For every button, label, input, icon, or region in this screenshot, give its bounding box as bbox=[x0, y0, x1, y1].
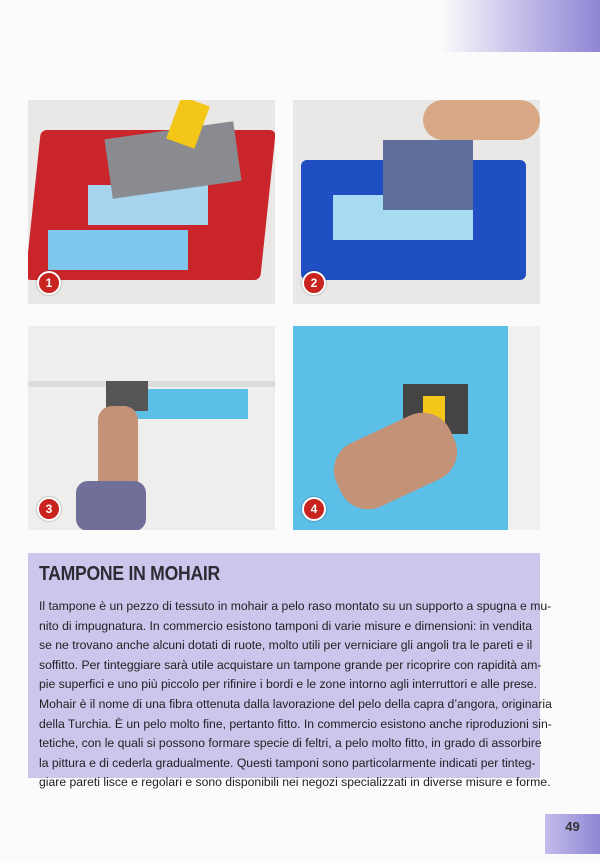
body-line: della Turchia. È un pelo molto fine, pertanto fitto. In commercio esistono anche riproduzioni sin- bbox=[39, 716, 552, 731]
page-number: 49 bbox=[545, 814, 600, 854]
body-line: pie superfici e uno più piccolo per rifinire i bordi e le zone intorno agli interruttori e alle prese. bbox=[39, 677, 537, 692]
body-line: soffitto. Per tinteggiare sarà utile acquistare un tampone grande per ricoprire con rapidità am- bbox=[39, 657, 542, 672]
paint bbox=[48, 230, 188, 270]
body-line: se ne trovano anche alcuni dotati di ruote, molto utili per verniciare gli angoli tra le pareti e il bbox=[39, 638, 533, 653]
info-box bbox=[28, 553, 552, 790]
body-line: Il tampone è un pezzo di tessuto in mohair a pelo raso montato su un supporto a spugna e mu- bbox=[39, 599, 552, 613]
body-line: Mohair è il nome di una fibra ottenuta dalla lavorazione del pelo della capra d’angora, originaria bbox=[39, 696, 552, 711]
box-body bbox=[39, 597, 552, 793]
hand bbox=[423, 100, 540, 140]
photo-step-3 bbox=[28, 326, 275, 530]
pad-painter bbox=[383, 140, 473, 210]
step-badge: 2 bbox=[302, 271, 326, 295]
step-badge: 1 bbox=[37, 271, 61, 295]
photo-step-2 bbox=[293, 100, 540, 304]
body-line: tetiche, con le quali si possono formare specie di feltri, a pelo molto fitto, in grado di assorbire bbox=[39, 736, 542, 751]
body-line: giare pareti lisce e regolari e sono disponibili nei negozi specializzati in diverse misure e forme. bbox=[39, 775, 551, 790]
box-title: TAMPONE IN MOHAIR bbox=[39, 563, 220, 585]
ceiling-edge bbox=[28, 381, 275, 387]
photo-step-1 bbox=[28, 100, 275, 304]
photo-step-4 bbox=[293, 326, 540, 530]
body-line: nito di impugnatura. In commercio esistono tamponi di varie misure e dimensioni: in vendita bbox=[39, 618, 532, 633]
header-decoration bbox=[440, 0, 600, 52]
step-badge: 3 bbox=[37, 497, 61, 521]
sleeve bbox=[76, 481, 146, 530]
body-line: la pittura e di cederla gradualmente. Questi tamponi sono particolarmente indicati per tinteg- bbox=[39, 755, 536, 770]
step-badge: 4 bbox=[302, 497, 326, 521]
